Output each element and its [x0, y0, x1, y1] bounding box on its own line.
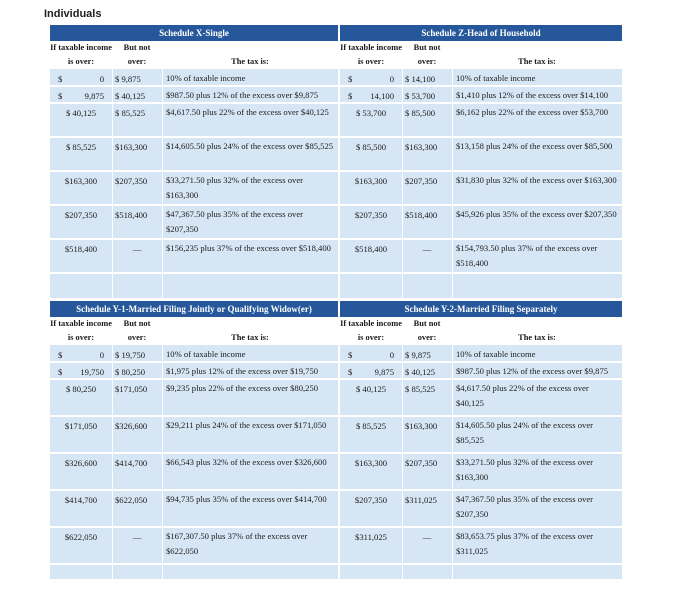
bracket-over: $518,400: [354, 244, 388, 254]
bracket-not-over: $518,400: [115, 210, 148, 220]
bracket-not-over: $163,300: [115, 142, 148, 152]
row-divider: [340, 563, 622, 565]
table-row: [340, 69, 622, 86]
tax-formula: $14,605.50 plus 24% of the excess over $85,525: [456, 420, 593, 445]
column-header-over-2: is over:: [357, 333, 385, 342]
table-row: [340, 103, 622, 137]
bracket-over: $622,050: [64, 532, 98, 542]
bracket-over: $163,300: [354, 458, 388, 468]
bracket-not-over: —: [422, 532, 432, 542]
bracket-not-over: $ 40,125: [115, 91, 146, 101]
table-row: [50, 379, 338, 416]
bracket-not-over: $ 40,125: [405, 367, 436, 377]
table-row: [340, 86, 622, 103]
column-header-not-over: But not: [413, 43, 441, 52]
page-title: Individuals: [44, 8, 102, 20]
bracket-over: $ 85,500: [355, 142, 387, 152]
bracket-over: $207,350: [354, 495, 388, 505]
bracket-not-over: $ 14,100: [405, 74, 436, 84]
column-divider: [112, 317, 113, 579]
schedule-x-single: [50, 25, 338, 298]
bracket-not-over: $ 19,750: [115, 350, 146, 360]
bracket-over: $171,050: [64, 421, 98, 431]
column-header-tax-2: The tax is:: [518, 57, 556, 66]
column-divider: [452, 317, 453, 579]
tax-formula: $33,271.50 plus 32% of the excess over $163,300: [456, 457, 593, 482]
column-header-over-2: is over:: [67, 57, 95, 66]
table-row: [340, 416, 622, 453]
bracket-over: $311,025: [355, 532, 387, 542]
table-row: [340, 453, 622, 490]
schedule-title: Schedule Y-2-Married Filing Separately: [340, 301, 622, 317]
row-divider: [50, 563, 338, 565]
column-header-over-2: is over:: [67, 333, 95, 342]
column-header-not-over: But not: [413, 319, 441, 328]
tax-formula: $94,735 plus 35% of the excess over $414,700: [166, 494, 327, 504]
tax-formula: $987.50 plus 12% of the excess over $9,875: [456, 366, 609, 376]
schedule-title: Schedule Z-Head of Household: [340, 25, 622, 41]
table-row: [50, 453, 338, 490]
tax-formula: $9,235 plus 22% of the excess over $80,250: [166, 383, 319, 393]
column-header-not-over-2: over:: [127, 333, 147, 342]
table-row: [50, 416, 338, 453]
table-row: [340, 490, 622, 527]
tax-formula: $154,793.50 plus 37% of the excess over $518,400: [456, 243, 598, 268]
column-header-over: If taxable income: [340, 43, 402, 52]
tax-formula: 10% of taxable income: [166, 73, 246, 83]
bracket-over: $ 0: [58, 350, 104, 360]
column-header-not-over: But not: [123, 319, 151, 328]
column-divider: [162, 41, 163, 298]
bracket-over: $163,300: [354, 176, 388, 186]
tax-formula: $4,617.50 plus 22% of the excess over $40,125: [456, 383, 589, 408]
column-divider: [452, 41, 453, 298]
column-header-tax-2: The tax is:: [231, 333, 269, 342]
tax-formula: $83,653.75 plus 37% of the excess over $311,025: [456, 531, 593, 556]
bracket-not-over: $ 85,525: [115, 108, 146, 118]
tax-formula: $987.50 plus 12% of the excess over $9,875: [166, 90, 319, 100]
column-header-over: If taxable income: [50, 43, 112, 52]
column-header-tax-2: The tax is:: [231, 57, 269, 66]
bracket-not-over: $163,300: [405, 421, 438, 431]
tax-formula: $45,926 plus 35% of the excess over $207,350: [456, 209, 617, 219]
table-row: [50, 103, 338, 137]
bracket-over: $ 0: [348, 74, 394, 84]
bracket-over: $ 9,875: [348, 367, 394, 377]
table-row: [50, 490, 338, 527]
column-header-tax-2: The tax is:: [518, 333, 556, 342]
bracket-over: $ 9,875: [58, 91, 104, 101]
tax-formula: $1,975 plus 12% of the excess over $19,750: [166, 366, 319, 376]
bracket-not-over: $ 9,875: [115, 74, 141, 84]
table-row: [50, 137, 338, 171]
bracket-over: $ 0: [348, 350, 394, 360]
schedule-y2-married-separately: [340, 301, 622, 579]
table-row: [50, 362, 338, 379]
bracket-over: $163,300: [64, 176, 98, 186]
bracket-over: $326,600: [64, 458, 98, 468]
table-row: [340, 239, 622, 273]
table-row: [340, 137, 622, 171]
column-divider: [402, 317, 403, 579]
column-header-tax: [452, 317, 622, 331]
bracket-over: $ 53,700: [355, 108, 387, 118]
tax-formula: $167,307.50 plus 37% of the excess over $622,050: [166, 531, 308, 556]
column-divider: [112, 41, 113, 298]
column-header-over: If taxable income: [340, 319, 402, 328]
tax-formula: $4,617.50 plus 22% of the excess over $40,125: [166, 107, 329, 117]
bracket-over: $ 85,525: [65, 142, 97, 152]
bracket-over: $ 0: [58, 74, 104, 84]
bracket-over: $ 14,100: [348, 91, 394, 101]
table-row: [50, 171, 338, 205]
column-header-over: If taxable income: [50, 319, 112, 328]
schedule-title: Schedule Y-1-Married Filing Jointly or Qualifying Widow(er): [50, 301, 338, 317]
bracket-not-over: $163,300: [405, 142, 438, 152]
column-divider: [402, 41, 403, 298]
schedule-title: Schedule X-Single: [50, 25, 338, 41]
bracket-not-over: $171,050: [115, 384, 148, 394]
tax-formula: $31,830 plus 32% of the excess over $163,300: [456, 175, 617, 185]
bracket-not-over: $ 85,525: [405, 384, 436, 394]
column-header-not-over-2: over:: [417, 333, 437, 342]
bracket-over: $ 40,125: [65, 108, 97, 118]
tax-formula: $14,605.50 plus 24% of the excess over $85,525: [166, 141, 334, 151]
bracket-not-over: $ 80,250: [115, 367, 146, 377]
tax-formula: $1,410 plus 12% of the excess over $14,100: [456, 90, 609, 100]
table-row: [50, 86, 338, 103]
tax-formula: 10% of taxable income: [456, 73, 536, 83]
column-header-tax: [162, 317, 338, 331]
bracket-not-over: $ 9,875: [405, 350, 431, 360]
schedule-y1-married-jointly: [50, 301, 338, 579]
tax-formula: $47,367.50 plus 35% of the excess over $207,350: [456, 494, 593, 519]
bracket-not-over: —: [132, 244, 142, 254]
bracket-not-over: $ 85,500: [405, 108, 436, 118]
bracket-over: $ 19,750: [58, 367, 104, 377]
bracket-not-over: $414,700: [115, 458, 148, 468]
bracket-not-over: $207,350: [115, 176, 148, 186]
bracket-over: $518,400: [64, 244, 98, 254]
schedule-z-head-of-household: [340, 25, 622, 298]
tax-formula: $156,235 plus 37% of the excess over $518,400: [166, 243, 331, 253]
bracket-not-over: $ 53,700: [405, 91, 436, 101]
tax-formula: $33,271.50 plus 32% of the excess over $163,300: [166, 175, 303, 200]
table-row: [340, 379, 622, 416]
bracket-not-over: —: [422, 244, 432, 254]
bracket-over: $ 85,525: [355, 421, 387, 431]
table-row: [340, 205, 622, 239]
table-row: [340, 527, 622, 564]
bracket-not-over: $518,400: [405, 210, 438, 220]
tax-formula: 10% of taxable income: [456, 349, 536, 359]
column-header-not-over-2: over:: [127, 57, 147, 66]
tax-formula: $13,158 plus 24% of the excess over $85,500: [456, 141, 613, 151]
table-row: [50, 239, 338, 273]
tax-formula: $66,543 plus 32% of the excess over $326,600: [166, 457, 327, 467]
table-row: [50, 345, 338, 362]
bracket-over: $207,350: [354, 210, 388, 220]
column-header-not-over-2: over:: [417, 57, 437, 66]
table-row: [50, 69, 338, 86]
column-header-tax: [452, 41, 622, 55]
row-divider: [340, 272, 622, 274]
table-row: [340, 345, 622, 362]
bracket-not-over: —: [132, 532, 142, 542]
column-header-tax: [162, 41, 338, 55]
bracket-not-over: $207,350: [405, 176, 438, 186]
table-row: [50, 527, 338, 564]
bracket-over: $ 40,125: [355, 384, 387, 394]
bracket-over: $ 80,250: [65, 384, 97, 394]
bracket-over: $207,350: [64, 210, 98, 220]
table-row: [340, 171, 622, 205]
row-divider: [50, 272, 338, 274]
bracket-not-over: $326,600: [115, 421, 148, 431]
bracket-not-over: $622,050: [115, 495, 148, 505]
table-row: [340, 362, 622, 379]
tax-formula: $47,367.50 plus 35% of the excess over $207,350: [166, 209, 303, 234]
bracket-not-over: $311,025: [405, 495, 437, 505]
column-divider: [162, 317, 163, 579]
table-row: [50, 205, 338, 239]
tax-formula: $29,211 plus 24% of the excess over $171,050: [166, 420, 327, 430]
tax-formula: 10% of taxable income: [166, 349, 246, 359]
bracket-not-over: $207,350: [405, 458, 438, 468]
bracket-over: $414,700: [64, 495, 98, 505]
column-header-over-2: is over:: [357, 57, 385, 66]
tax-formula: $6,162 plus 22% of the excess over $53,700: [456, 107, 609, 117]
column-header-not-over: But not: [123, 43, 151, 52]
